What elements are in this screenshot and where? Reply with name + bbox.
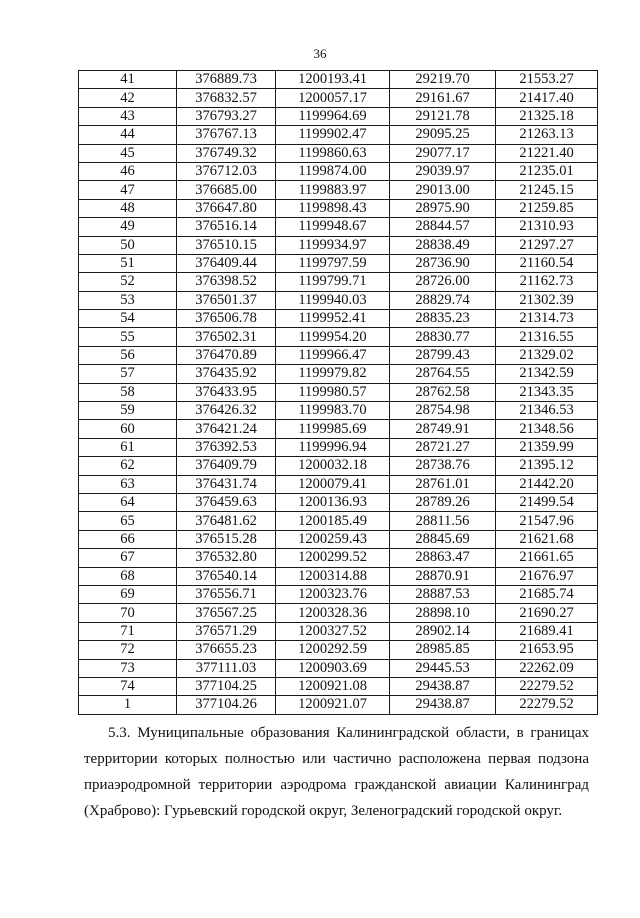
x-coordinate-cell: 376470.89 bbox=[177, 346, 276, 364]
x-local-cell: 28829.74 bbox=[390, 291, 496, 309]
y-coordinate-cell: 1199883.97 bbox=[276, 181, 390, 199]
x-local-cell: 28838.49 bbox=[390, 236, 496, 254]
x-coordinate-cell: 376556.71 bbox=[177, 585, 276, 603]
y-local-cell: 21259.85 bbox=[496, 199, 598, 217]
y-local-cell: 21685.74 bbox=[496, 585, 598, 603]
y-coordinate-cell: 1199948.67 bbox=[276, 218, 390, 236]
x-coordinate-cell: 377104.26 bbox=[177, 696, 276, 714]
table-row bbox=[79, 641, 598, 659]
table-row bbox=[79, 107, 598, 125]
x-local-cell: 28902.14 bbox=[390, 622, 496, 640]
y-local-cell: 21329.02 bbox=[496, 346, 598, 364]
y-local-cell: 21348.56 bbox=[496, 420, 598, 438]
point-number-cell: 46 bbox=[79, 162, 177, 180]
y-coordinate-cell: 1199799.71 bbox=[276, 273, 390, 291]
x-local-cell: 28789.26 bbox=[390, 493, 496, 511]
x-coordinate-cell: 376540.14 bbox=[177, 567, 276, 585]
y-local-cell: 21297.27 bbox=[496, 236, 598, 254]
x-local-cell: 28844.57 bbox=[390, 218, 496, 236]
table-row bbox=[79, 365, 598, 383]
y-local-cell: 22262.09 bbox=[496, 659, 598, 677]
page-number: 36 bbox=[313, 46, 327, 61]
x-local-cell: 29121.78 bbox=[390, 107, 496, 125]
x-coordinate-cell: 376749.32 bbox=[177, 144, 276, 162]
y-local-cell: 21160.54 bbox=[496, 254, 598, 272]
x-coordinate-cell: 376532.80 bbox=[177, 549, 276, 567]
point-number-cell: 47 bbox=[79, 181, 177, 199]
table-row bbox=[79, 126, 598, 144]
table-row bbox=[79, 181, 598, 199]
point-number-cell: 73 bbox=[79, 659, 177, 677]
y-coordinate-cell: 1199797.59 bbox=[276, 254, 390, 272]
table-row bbox=[79, 585, 598, 603]
point-number-cell: 65 bbox=[79, 512, 177, 530]
y-local-cell: 21653.95 bbox=[496, 641, 598, 659]
y-coordinate-cell: 1200079.41 bbox=[276, 475, 390, 493]
y-local-cell: 21689.41 bbox=[496, 622, 598, 640]
x-local-cell: 28975.90 bbox=[390, 199, 496, 217]
x-local-cell: 28887.53 bbox=[390, 585, 496, 603]
point-number-cell: 51 bbox=[79, 254, 177, 272]
x-coordinate-cell: 376421.24 bbox=[177, 420, 276, 438]
point-number-cell: 57 bbox=[79, 365, 177, 383]
x-local-cell: 29445.53 bbox=[390, 659, 496, 677]
y-local-cell: 21621.68 bbox=[496, 530, 598, 548]
x-coordinate-cell: 376685.00 bbox=[177, 181, 276, 199]
x-local-cell: 29095.25 bbox=[390, 126, 496, 144]
point-number-cell: 43 bbox=[79, 107, 177, 125]
x-local-cell: 29438.87 bbox=[390, 696, 496, 714]
table-row bbox=[79, 696, 598, 714]
point-number-cell: 64 bbox=[79, 493, 177, 511]
x-coordinate-cell: 376655.23 bbox=[177, 641, 276, 659]
y-coordinate-cell: 1199996.94 bbox=[276, 438, 390, 456]
x-local-cell: 28845.69 bbox=[390, 530, 496, 548]
x-local-cell: 29161.67 bbox=[390, 89, 496, 107]
y-local-cell: 21325.18 bbox=[496, 107, 598, 125]
y-local-cell: 21553.27 bbox=[496, 71, 598, 89]
y-coordinate-cell: 1199966.47 bbox=[276, 346, 390, 364]
x-coordinate-cell: 376832.57 bbox=[177, 89, 276, 107]
point-number-cell: 67 bbox=[79, 549, 177, 567]
y-coordinate-cell: 1199860.63 bbox=[276, 144, 390, 162]
x-local-cell: 28863.47 bbox=[390, 549, 496, 567]
x-coordinate-cell: 376426.32 bbox=[177, 402, 276, 420]
y-local-cell: 21346.53 bbox=[496, 402, 598, 420]
point-number-cell: 60 bbox=[79, 420, 177, 438]
y-coordinate-cell: 1199934.97 bbox=[276, 236, 390, 254]
y-coordinate-cell: 1200323.76 bbox=[276, 585, 390, 603]
x-coordinate-cell: 376889.73 bbox=[177, 71, 276, 89]
y-local-cell: 21676.97 bbox=[496, 567, 598, 585]
x-coordinate-cell: 376793.27 bbox=[177, 107, 276, 125]
y-coordinate-cell: 1200193.41 bbox=[276, 71, 390, 89]
table-row bbox=[79, 659, 598, 677]
y-local-cell: 21263.13 bbox=[496, 126, 598, 144]
y-coordinate-cell: 1200921.07 bbox=[276, 696, 390, 714]
table-row bbox=[79, 254, 598, 272]
point-number-cell: 68 bbox=[79, 567, 177, 585]
y-coordinate-cell: 1200328.36 bbox=[276, 604, 390, 622]
x-coordinate-cell: 376409.79 bbox=[177, 457, 276, 475]
point-number-cell: 52 bbox=[79, 273, 177, 291]
table-row bbox=[79, 402, 598, 420]
y-local-cell: 22279.52 bbox=[496, 696, 598, 714]
x-coordinate-cell: 376567.25 bbox=[177, 604, 276, 622]
x-local-cell: 28736.90 bbox=[390, 254, 496, 272]
x-local-cell: 28799.43 bbox=[390, 346, 496, 364]
x-local-cell: 28898.10 bbox=[390, 604, 496, 622]
x-local-cell: 28985.85 bbox=[390, 641, 496, 659]
y-coordinate-cell: 1199985.69 bbox=[276, 420, 390, 438]
x-coordinate-cell: 376433.95 bbox=[177, 383, 276, 401]
x-local-cell: 28762.58 bbox=[390, 383, 496, 401]
y-local-cell: 21690.27 bbox=[496, 604, 598, 622]
table-row bbox=[79, 273, 598, 291]
point-number-cell: 63 bbox=[79, 475, 177, 493]
x-coordinate-cell: 376510.15 bbox=[177, 236, 276, 254]
point-number-cell: 71 bbox=[79, 622, 177, 640]
table-row bbox=[79, 457, 598, 475]
x-local-cell: 29219.70 bbox=[390, 71, 496, 89]
table-row bbox=[79, 475, 598, 493]
y-coordinate-cell: 1200314.88 bbox=[276, 567, 390, 585]
x-local-cell: 28749.91 bbox=[390, 420, 496, 438]
table-row bbox=[79, 512, 598, 530]
table-row bbox=[79, 162, 598, 180]
table-row bbox=[79, 310, 598, 328]
x-coordinate-cell: 376481.62 bbox=[177, 512, 276, 530]
x-local-cell: 28761.01 bbox=[390, 475, 496, 493]
y-local-cell: 21442.20 bbox=[496, 475, 598, 493]
x-local-cell: 29013.00 bbox=[390, 181, 496, 199]
y-coordinate-cell: 1200921.08 bbox=[276, 677, 390, 695]
x-local-cell: 29438.87 bbox=[390, 677, 496, 695]
x-local-cell: 28721.27 bbox=[390, 438, 496, 456]
point-number-cell: 74 bbox=[79, 677, 177, 695]
point-number-cell: 50 bbox=[79, 236, 177, 254]
y-coordinate-cell: 1199898.43 bbox=[276, 199, 390, 217]
point-number-cell: 69 bbox=[79, 585, 177, 603]
y-coordinate-cell: 1199983.70 bbox=[276, 402, 390, 420]
x-coordinate-cell: 376647.80 bbox=[177, 199, 276, 217]
x-coordinate-cell: 376571.29 bbox=[177, 622, 276, 640]
table-row bbox=[79, 383, 598, 401]
x-coordinate-cell: 376502.31 bbox=[177, 328, 276, 346]
x-local-cell: 28870.91 bbox=[390, 567, 496, 585]
y-local-cell: 21499.54 bbox=[496, 493, 598, 511]
y-coordinate-cell: 1200259.43 bbox=[276, 530, 390, 548]
x-coordinate-cell: 376516.14 bbox=[177, 218, 276, 236]
table-row bbox=[79, 549, 598, 567]
table-row bbox=[79, 144, 598, 162]
x-local-cell: 28754.98 bbox=[390, 402, 496, 420]
point-number-cell: 59 bbox=[79, 402, 177, 420]
y-local-cell: 21310.93 bbox=[496, 218, 598, 236]
point-number-cell: 66 bbox=[79, 530, 177, 548]
y-coordinate-cell: 1199874.00 bbox=[276, 162, 390, 180]
x-coordinate-cell: 376767.13 bbox=[177, 126, 276, 144]
table-row bbox=[79, 71, 598, 89]
y-local-cell: 21302.39 bbox=[496, 291, 598, 309]
y-local-cell: 21314.73 bbox=[496, 310, 598, 328]
point-number-cell: 45 bbox=[79, 144, 177, 162]
x-local-cell: 29039.97 bbox=[390, 162, 496, 180]
point-number-cell: 44 bbox=[79, 126, 177, 144]
coordinates-table-body bbox=[79, 71, 598, 715]
section-paragraph: 5.3. Муниципальные образования Калининградской области, в границах территории которых полностью или частично расположена первая подзона приаэродромной территории аэродрома гражданской авиации Калининград (Храброво): Гурьевский городской округ, Зеленоградский городской округ. bbox=[84, 725, 589, 819]
table-row bbox=[79, 346, 598, 364]
point-number-cell: 55 bbox=[79, 328, 177, 346]
x-coordinate-cell: 376431.74 bbox=[177, 475, 276, 493]
table-row bbox=[79, 604, 598, 622]
x-local-cell: 28764.55 bbox=[390, 365, 496, 383]
y-local-cell: 21162.73 bbox=[496, 273, 598, 291]
x-coordinate-cell: 376501.37 bbox=[177, 291, 276, 309]
x-local-cell: 29077.17 bbox=[390, 144, 496, 162]
point-number-cell: 1 bbox=[79, 696, 177, 714]
y-coordinate-cell: 1200292.59 bbox=[276, 641, 390, 659]
y-local-cell: 21316.55 bbox=[496, 328, 598, 346]
y-local-cell: 22279.52 bbox=[496, 677, 598, 695]
point-number-cell: 49 bbox=[79, 218, 177, 236]
table-row bbox=[79, 291, 598, 309]
x-coordinate-cell: 377111.03 bbox=[177, 659, 276, 677]
x-local-cell: 28738.76 bbox=[390, 457, 496, 475]
point-number-cell: 70 bbox=[79, 604, 177, 622]
y-coordinate-cell: 1199964.69 bbox=[276, 107, 390, 125]
y-coordinate-cell: 1199954.20 bbox=[276, 328, 390, 346]
point-number-cell: 53 bbox=[79, 291, 177, 309]
point-number-cell: 54 bbox=[79, 310, 177, 328]
y-local-cell: 21235.01 bbox=[496, 162, 598, 180]
y-coordinate-cell: 1200032.18 bbox=[276, 457, 390, 475]
x-coordinate-cell: 376459.63 bbox=[177, 493, 276, 511]
y-coordinate-cell: 1199940.03 bbox=[276, 291, 390, 309]
point-number-cell: 42 bbox=[79, 89, 177, 107]
point-number-cell: 48 bbox=[79, 199, 177, 217]
x-local-cell: 28811.56 bbox=[390, 512, 496, 530]
y-coordinate-cell: 1200136.93 bbox=[276, 493, 390, 511]
y-coordinate-cell: 1199980.57 bbox=[276, 383, 390, 401]
x-local-cell: 28830.77 bbox=[390, 328, 496, 346]
table-row bbox=[79, 530, 598, 548]
x-coordinate-cell: 376515.28 bbox=[177, 530, 276, 548]
table-row bbox=[79, 199, 598, 217]
x-local-cell: 28726.00 bbox=[390, 273, 496, 291]
table-row bbox=[79, 420, 598, 438]
y-coordinate-cell: 1199979.82 bbox=[276, 365, 390, 383]
table-row bbox=[79, 328, 598, 346]
y-local-cell: 21221.40 bbox=[496, 144, 598, 162]
table-row bbox=[79, 438, 598, 456]
table-row bbox=[79, 218, 598, 236]
y-local-cell: 21661.65 bbox=[496, 549, 598, 567]
point-number-cell: 62 bbox=[79, 457, 177, 475]
point-number-cell: 58 bbox=[79, 383, 177, 401]
table-row bbox=[79, 89, 598, 107]
point-number-cell: 41 bbox=[79, 71, 177, 89]
y-local-cell: 21245.15 bbox=[496, 181, 598, 199]
x-coordinate-cell: 376398.52 bbox=[177, 273, 276, 291]
x-coordinate-cell: 377104.25 bbox=[177, 677, 276, 695]
y-local-cell: 21395.12 bbox=[496, 457, 598, 475]
y-local-cell: 21547.96 bbox=[496, 512, 598, 530]
point-number-cell: 56 bbox=[79, 346, 177, 364]
table-row bbox=[79, 622, 598, 640]
y-coordinate-cell: 1200903.69 bbox=[276, 659, 390, 677]
table-row bbox=[79, 493, 598, 511]
table-row bbox=[79, 567, 598, 585]
table-row bbox=[79, 677, 598, 695]
coordinates-table bbox=[78, 70, 598, 715]
y-coordinate-cell: 1199902.47 bbox=[276, 126, 390, 144]
y-local-cell: 21342.59 bbox=[496, 365, 598, 383]
x-coordinate-cell: 376409.44 bbox=[177, 254, 276, 272]
y-coordinate-cell: 1200057.17 bbox=[276, 89, 390, 107]
x-coordinate-cell: 376712.03 bbox=[177, 162, 276, 180]
y-local-cell: 21417.40 bbox=[496, 89, 598, 107]
x-coordinate-cell: 376435.92 bbox=[177, 365, 276, 383]
table-row bbox=[79, 236, 598, 254]
y-local-cell: 21359.99 bbox=[496, 438, 598, 456]
x-coordinate-cell: 376392.53 bbox=[177, 438, 276, 456]
x-local-cell: 28835.23 bbox=[390, 310, 496, 328]
y-coordinate-cell: 1200185.49 bbox=[276, 512, 390, 530]
y-coordinate-cell: 1200327.52 bbox=[276, 622, 390, 640]
point-number-cell: 61 bbox=[79, 438, 177, 456]
x-coordinate-cell: 376506.78 bbox=[177, 310, 276, 328]
y-coordinate-cell: 1199952.41 bbox=[276, 310, 390, 328]
y-local-cell: 21343.35 bbox=[496, 383, 598, 401]
y-coordinate-cell: 1200299.52 bbox=[276, 549, 390, 567]
point-number-cell: 72 bbox=[79, 641, 177, 659]
